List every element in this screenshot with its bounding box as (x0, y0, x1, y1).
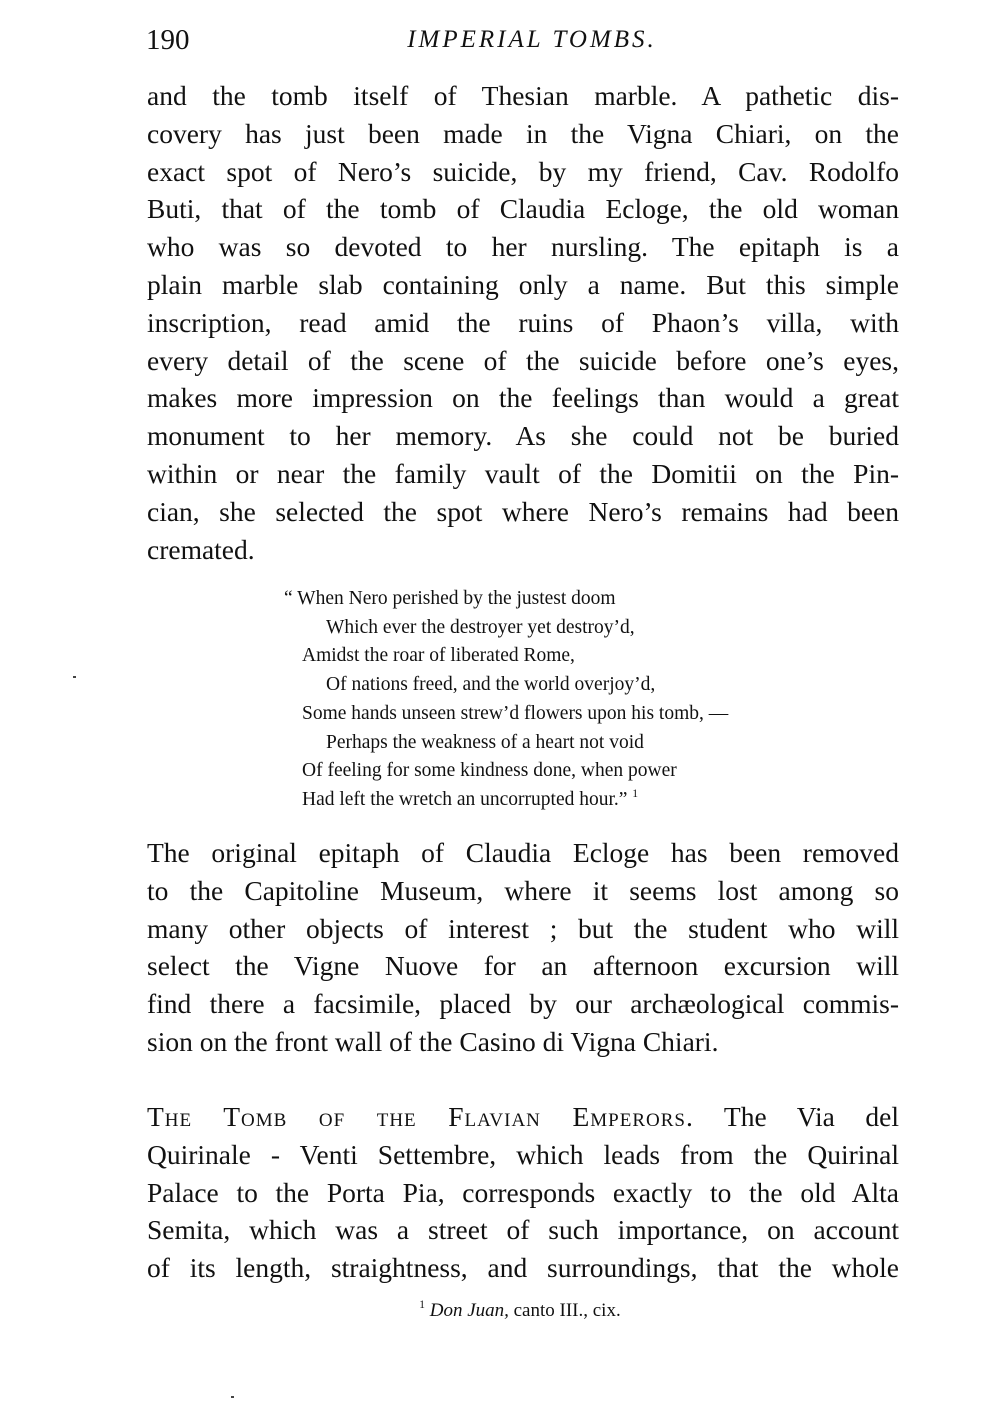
text-line: select the Vigne Nuove for an afternoon excursion will (147, 950, 899, 982)
text-line: of its length, straightness, and surroundings, that the whole (147, 1252, 899, 1284)
text-line: within or near the family vault of the Domitii on the Pin- (147, 457, 899, 489)
scan-speck (73, 676, 76, 678)
heading-line-rest: The Via del (723, 1101, 899, 1132)
paragraph-epitaph (147, 834, 899, 1061)
text-line: monument to her memory. As she could not be buried (147, 420, 899, 452)
footnote-reference[interactable]: 1 (632, 786, 639, 800)
footnote-text: canto III., cix. (513, 1300, 621, 1321)
text-line: covery has just been made in the Vigna Chiari, on the (147, 117, 899, 149)
paragraph-flavian-tomb (147, 1098, 899, 1287)
poem-line: Some hands unseen strew’d flowers upon his tomb, — (302, 702, 729, 724)
text-line: plain marble slab containing only a name. But this simple (147, 268, 899, 300)
text-line: The original epitaph of Claudia Ecloge has been removed (147, 837, 899, 868)
text-line: every detail of the scene of the suicide before one’s eyes, (147, 344, 899, 376)
poem-line: Of feeling for some kindness done, when power (302, 760, 677, 782)
text-line: sion on the front wall of the Casino di Vigna Chiari. (147, 1025, 719, 1057)
text-line: Palace to the Porta Pia, corresponds exactly to the old Alta (147, 1176, 899, 1208)
text-line: inscription, read amid the ruins of Phaon’s villa, with (147, 306, 899, 338)
page-number: 190 (146, 24, 190, 56)
text-line: find there a facsimile, placed by our archæological commis- (147, 988, 899, 1020)
page-header (146, 18, 898, 62)
text-line: Buti, that of the tomb of Claudia Ecloge, the old woman (147, 193, 899, 225)
scan-speck (231, 1396, 234, 1398)
footnote (0, 1298, 1000, 1324)
footnote-title: Don Juan, (429, 1300, 509, 1321)
text-line: exact spot of Nero’s suicide, by my friend, Cav. Rodolfo (147, 155, 899, 187)
poem-line: Of nations freed, and the world overjoy’d, (326, 674, 656, 696)
paragraph-nero-tomb (147, 77, 899, 568)
text-line: makes more impression on the feelings than would a great (147, 382, 899, 414)
poem-line: Which ever the destroyer yet destroy’d, (326, 616, 635, 638)
text-line (147, 1098, 899, 1136)
text-line: Quirinale - Venti Settembre, which leads from the Quirinal (147, 1138, 899, 1170)
section-heading: The Tomb of the Flavian Emperors. (147, 1101, 694, 1132)
poem-quote (284, 585, 844, 815)
poem-line: “ When Nero perished by the justest doom (284, 588, 616, 609)
text-line: many other objects of interest ; but the student who will (147, 912, 899, 944)
poem-line-text: Had left the wretch an uncorrupted hour.” (302, 788, 628, 810)
text-line: and the tomb itself of Thesian marble. A pathetic dis- (147, 80, 899, 111)
text-line: to the Capitoline Museum, where it seems lost among so (147, 874, 899, 906)
running-title: IMPERIAL TOMBS. (407, 26, 657, 53)
poem-line: Amidst the roar of liberated Rome, (302, 645, 575, 667)
poem-line-last (284, 786, 844, 815)
text-line: who was so devoted to her nursling. The epitaph is a (147, 231, 899, 263)
text-line: cian, she selected the spot where Nero’s remains had been (147, 495, 899, 527)
footnote-marker: 1 (419, 1299, 425, 1312)
text-line: Semita, which was a street of such importance, on account (147, 1214, 899, 1246)
poem-line: Perhaps the weakness of a heart not void (326, 731, 644, 753)
text-line: cremated. (147, 533, 255, 565)
